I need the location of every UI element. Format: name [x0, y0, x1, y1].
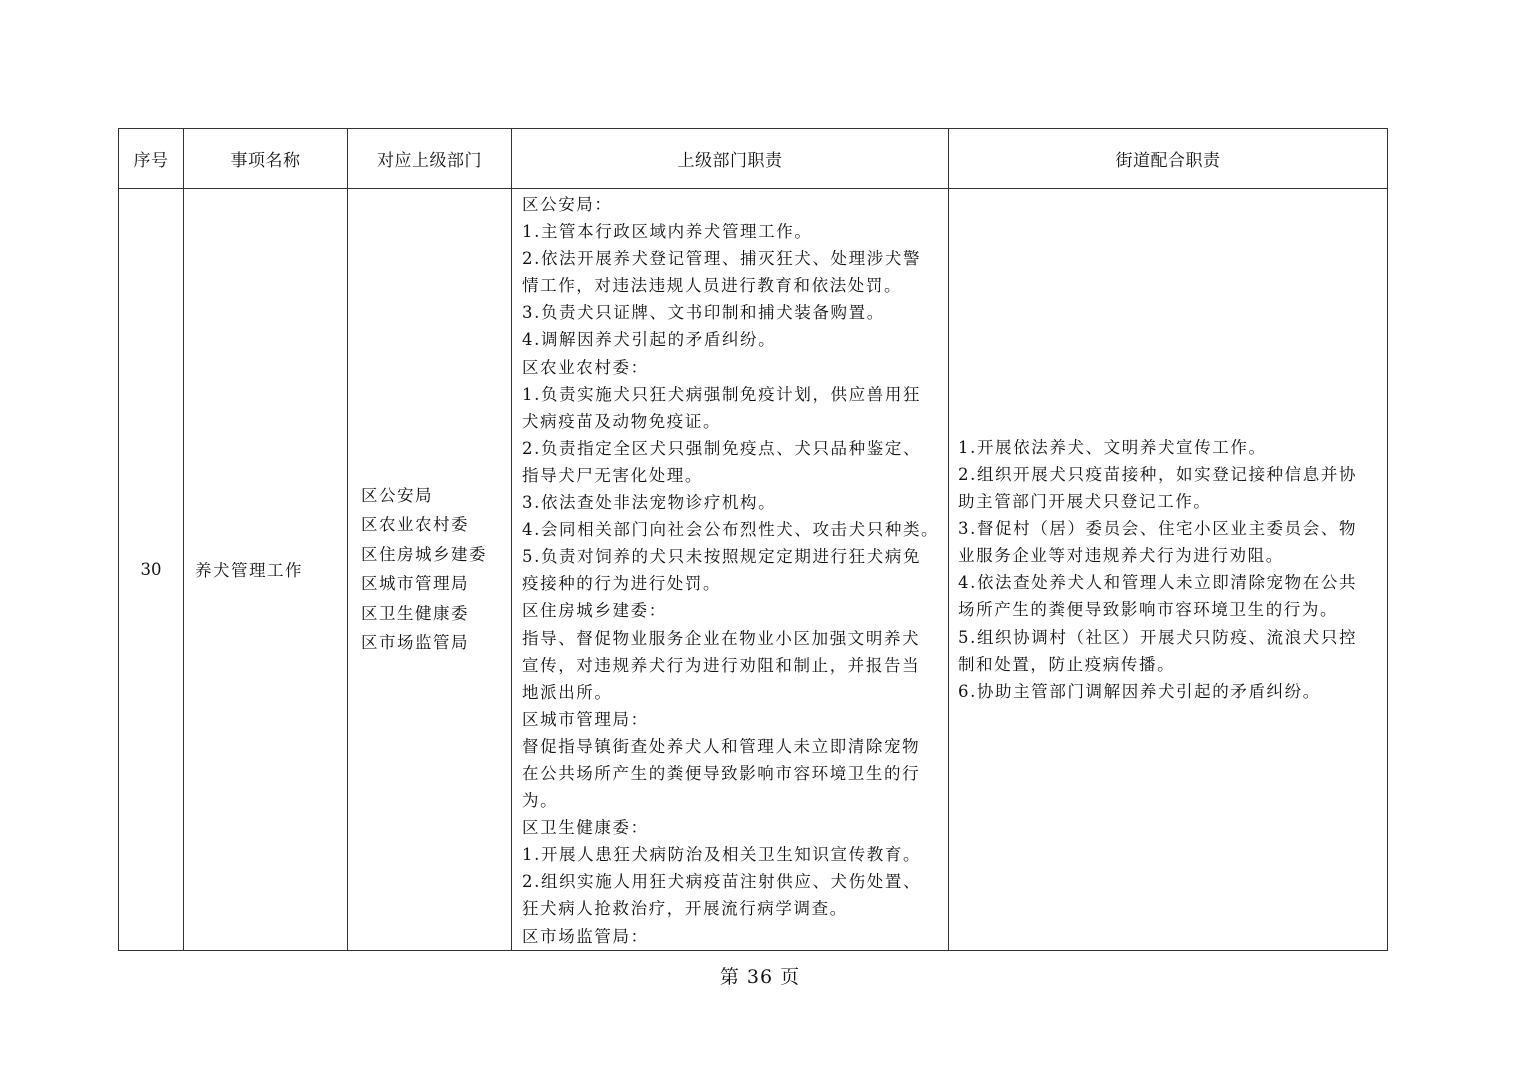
duty-line: 督促指导镇街查处养犬人和管理人未立即清除宠物: [522, 736, 921, 756]
duty-line: 区农业农村委：: [522, 357, 649, 377]
duty-line: 宣传，对违规养犬行为进行劝阻和制止，并报告当: [522, 655, 921, 675]
duty-line: 3.依法查处非法宠物诊疗机构。: [522, 493, 777, 513]
duty-line: 在公共场所产生的粪便导致影响市容环境卫生的行: [522, 763, 921, 783]
duty-line: 2.负责指定全区犬只强制免疫点、犬只品种鉴定、: [522, 438, 922, 458]
duty-line: 区城市管理局：: [522, 709, 649, 729]
duty-line: 2.依法开展养犬登记管理、捕灭狂犬、处理涉犬警: [522, 249, 922, 269]
responsibility-table: [118, 128, 1388, 951]
duty-line: 3.负责犬只证牌、文书印制和捕犬装备购置。: [522, 303, 885, 323]
duty-line: 犬病疫苗及动物免疫证。: [522, 411, 722, 431]
duty-line: 2.组织实施人用狂犬病疫苗注射供应、犬伤处置、: [522, 872, 922, 892]
coop-line: 4.依法查处养犬人和管理人未立即清除宠物在公共: [958, 573, 1358, 593]
table-header-row: [119, 129, 1388, 189]
coop-line: 5.组织协调村（社区）开展犬只防疫、流浪犬只控: [958, 627, 1358, 647]
header-street-duties: 街道配合职责: [949, 129, 1388, 189]
duty-line: 1.开展人患狂犬病防治及相关卫生知识宣传教育。: [522, 845, 922, 865]
street-duties: [949, 189, 1388, 951]
duty-line: 1.主管本行政区域内养犬管理工作。: [522, 222, 813, 242]
header-superior-dept: 对应上级部门: [348, 129, 512, 189]
row-number: 30: [119, 189, 184, 951]
dept-line: 区住房城乡建委: [361, 544, 487, 564]
dept-line: 区公安局: [361, 485, 433, 505]
superior-duties: [512, 189, 949, 951]
duty-line: 指导、督促物业服务企业在物业小区加强文明养犬: [522, 628, 921, 648]
duty-line: 区市场监管局：: [522, 926, 649, 946]
coop-line: 6.协助主管部门调解因养犬引起的矛盾纠纷。: [958, 681, 1321, 701]
duty-line: 区住房城乡建委：: [522, 601, 667, 621]
duty-line: 疫接种的行为进行处罚。: [522, 574, 722, 594]
header-superior-duties: 上级部门职责: [512, 129, 949, 189]
duty-line: 为。: [522, 791, 559, 811]
coop-line: 助主管部门开展犬只登记工作。: [958, 492, 1212, 512]
header-item-name: 事项名称: [184, 129, 348, 189]
dept-line: 区市场监管局: [361, 633, 469, 653]
duty-line: 4.会同相关部门向社会公布烈性犬、攻击犬只种类。: [522, 520, 940, 540]
dept-line: 区农业农村委: [361, 515, 469, 535]
duty-line: 指导犬尸无害化处理。: [522, 465, 703, 485]
duty-line: 1.负责实施犬只狂犬病强制免疫计划，供应兽用狂: [522, 384, 922, 404]
duty-line: 4.调解因养犬引起的矛盾纠纷。: [522, 330, 777, 350]
duty-line: 地派出所。: [522, 682, 613, 702]
coop-line: 2.组织开展犬只疫苗接种，如实登记接种信息并协: [958, 464, 1358, 484]
header-no: 序号: [119, 129, 184, 189]
item-name: 养犬管理工作: [184, 189, 348, 951]
page-number: 第 36 页: [719, 966, 801, 988]
table-row: [119, 189, 1388, 951]
coop-line: 3.督促村（居）委员会、住宅小区业主委员会、物: [958, 519, 1358, 539]
coop-line: 制和处置，防止疫病传播。: [958, 654, 1176, 674]
coop-line: 1.开展依法养犬、文明养犬宣传工作。: [958, 437, 1267, 457]
duty-line: 情工作，对违法违规人员进行教育和依法处罚。: [522, 276, 903, 296]
duty-line: 区公安局：: [522, 195, 613, 214]
coop-line: 业服务企业等对违规养犬行为进行劝阻。: [958, 546, 1284, 566]
dept-line: 区卫生健康委: [361, 603, 469, 623]
coop-line: 场所产生的粪便导致影响市容环境卫生的行为。: [958, 600, 1339, 620]
duty-line: 区卫生健康委：: [522, 818, 649, 838]
duty-line: 5.负责对饲养的犬只未按照规定定期进行狂犬病免: [522, 547, 922, 567]
superior-dept-list: [348, 189, 512, 951]
duty-line: 狂犬病人抢救治疗，开展流行病学调查。: [522, 899, 848, 919]
dept-line: 区城市管理局: [361, 574, 469, 594]
